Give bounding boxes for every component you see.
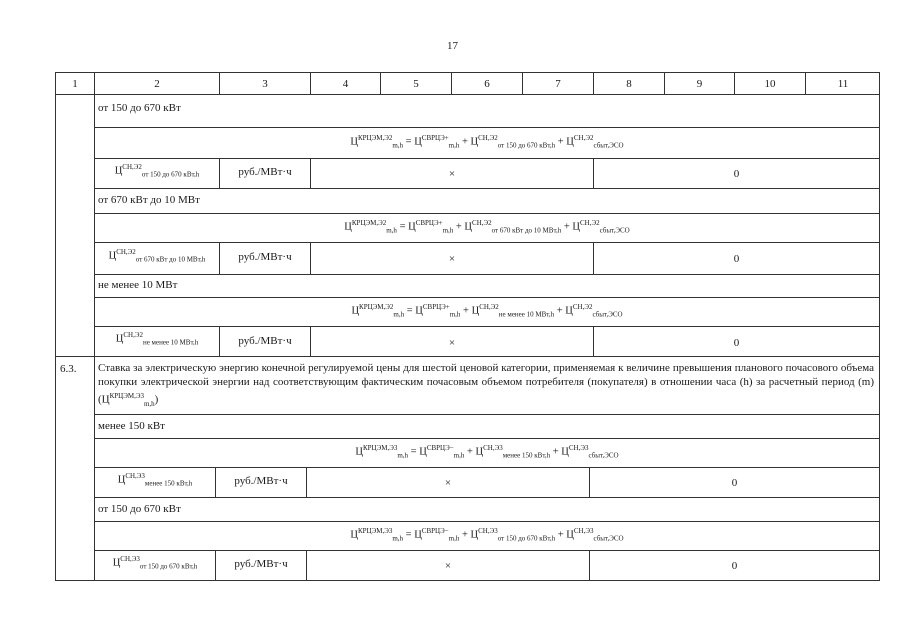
formula-sec1-2: $Ц^{КРЦЭМ,Э2}_{m,h} = Ц^{СВРЦЭ+}_{m,h} + Ц^{СН,Э2}_{от 670 кВт до 10 МВт,h} + Ц^{СН,Э2}_{сбыт,ЭСО}$ (344, 219, 630, 235)
section1-number-cell (55, 94, 95, 357)
unit-sec1-3: руб./МВт·ч (238, 335, 292, 347)
header-col-4: 4 (342, 78, 349, 90)
header-col-7: 7 (555, 78, 561, 90)
section2-number-cell (55, 356, 95, 581)
section1-label-3: не менее 10 МВт (98, 279, 178, 291)
section1-row-label-2 (94, 188, 880, 214)
header-col-3: 3 (262, 78, 268, 90)
unit-sec1-2: руб./МВт·ч (238, 251, 292, 263)
section2-label-2: от 150 до 670 кВт (98, 503, 181, 515)
param-name-sec1-3: $Ц^{СН,Э2}_{не менее 10 МВт,h}$ (115, 331, 199, 347)
section2-description: Ставка за электрическую энергию конечной регулируемой цены для шестой ценовой категории, применяемая к величине превышения планового почасового объема покупки электрической энергии над соответствующим фактическим почасовым объемом потребителя (покупателя) в отношении часа (h) за расчетный период (m) $(Ц^{КРЦЭМ,Э3}_{m,h})$ (98, 362, 874, 408)
zero-sec2-1: 0 (731, 477, 738, 489)
zero-sec1-3: 0 (733, 337, 740, 349)
header-col-5: 5 (413, 78, 419, 90)
unit-sec1-1: руб./МВт·ч (238, 166, 292, 178)
cross-sec1-1: × (448, 168, 456, 180)
param-name-sec1-1: $Ц^{СН,Э2}_{от 150 до 670 кВт,h}$ (114, 163, 200, 179)
section1-label-2: от 670 кВт до 10 МВт (98, 194, 200, 206)
header-col-6: 6 (484, 78, 490, 90)
cross-sec1-2: × (448, 253, 456, 265)
formula-sec2-1: $Ц^{КРЦЭМ,Э3}_{m,h} = Ц^{СВРЦЭ-}_{m,h} + Ц^{СН,Э3}_{менее 150 кВт,h} + Ц^{СН,Э3}_{сбыт,ЭСО}$ (355, 444, 619, 460)
section2-label-1: менее 150 кВт (98, 420, 165, 432)
section1-label-1: от 150 до 670 кВт (98, 102, 181, 114)
header-col-2: 2 (154, 78, 160, 90)
cross-sec1-3: × (448, 337, 456, 349)
zero-sec2-2: 0 (731, 560, 738, 572)
formula-sec1-1: $Ц^{КРЦЭМ,Э2}_{m,h} = Ц^{СВРЦЭ+}_{m,h} + Ц^{СН,Э2}_{от 150 до 670 кВт,h} + Ц^{СН,Э2}_{сбыт,ЭСО}$ (350, 134, 624, 150)
param-name-sec1-2: $Ц^{СН,Э2}_{от 670 кВт до 10 МВт,h}$ (108, 248, 206, 264)
cross-sec2-2: × (444, 560, 452, 572)
formula-sec2-2: $Ц^{КРЦЭМ,Э3}_{m,h} = Ц^{СВРЦЭ-}_{m,h} + Ц^{СН,Э3}_{от 150 до 670 кВт,h} + Ц^{СН,Э3}_{сбыт,ЭСО}$ (350, 527, 624, 543)
unit-sec2-1: руб./МВт·ч (234, 475, 288, 487)
section1-row-label-3 (94, 274, 880, 298)
unit-sec2-2: руб./МВт·ч (234, 558, 288, 570)
page-number: 17 (447, 40, 458, 52)
section2-number: 6.3. (60, 363, 77, 375)
cross-sec2-1: × (444, 477, 452, 489)
section2-row-label-2 (94, 497, 880, 522)
param-name-sec2-1: $Ц^{СН,Э3}_{менее 150 кВт,h}$ (117, 472, 193, 488)
header-col-10: 10 (764, 78, 776, 90)
section2-row-label-1 (94, 414, 880, 439)
header-col-11: 11 (837, 78, 849, 90)
param-name-sec2-2: $Ц^{СН,Э3}_{от 150 до 670 кВт,h}$ (112, 555, 198, 571)
section1-row-label-1 (94, 94, 880, 128)
header-col-1: 1 (72, 78, 78, 90)
formula-sec1-3: $Ц^{КРЦЭМ,Э2}_{m,h} = Ц^{СВРЦЭ+}_{m,h} + Ц^{СН,Э2}_{не менее 10 МВт,h} + Ц^{СН,Э2}_{сбыт,ЭСО}$ (351, 303, 623, 319)
zero-sec1-2: 0 (733, 253, 740, 265)
header-col-8: 8 (626, 78, 632, 90)
zero-sec1-1: 0 (733, 168, 740, 180)
header-col-9: 9 (696, 78, 703, 90)
